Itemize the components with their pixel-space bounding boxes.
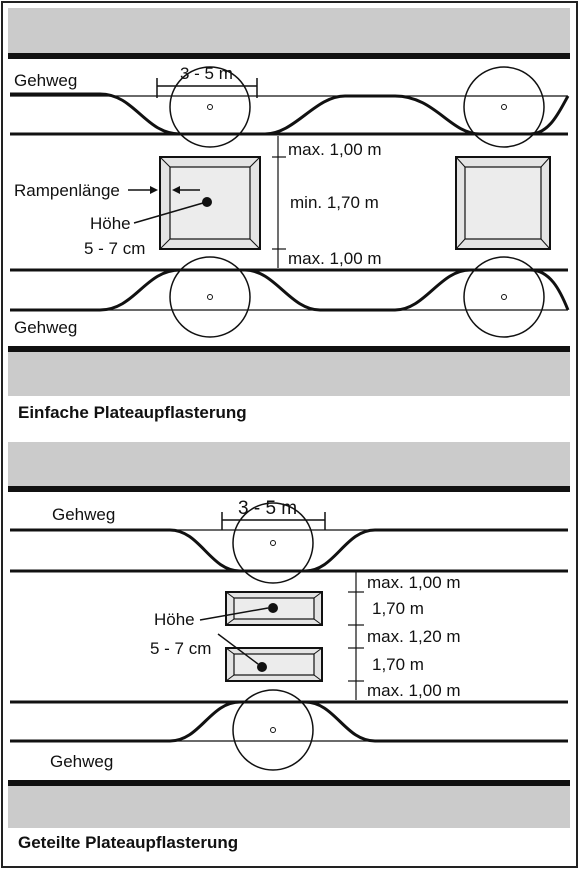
dim-label-1: max. 1,00 m [367, 573, 461, 592]
panel-caption: Einfache Plateaupflasterung [18, 403, 247, 422]
width-span-label: 3 - 5 m [180, 64, 233, 83]
road-edge-band-top [8, 8, 570, 53]
height-marker-dot [268, 603, 278, 613]
height-label-line2: 5 - 7 cm [84, 239, 146, 258]
road-edge-band-top [8, 442, 570, 486]
plateau-lower [226, 648, 322, 681]
curb-line-top [8, 486, 570, 492]
curb-line-top [8, 53, 570, 59]
curb-line-bottom [8, 346, 570, 352]
height-label-line1: Höhe [154, 610, 195, 629]
road-edge-band-bottom [8, 786, 570, 828]
sidewalk-label-top: Gehweg [14, 71, 78, 90]
road-edge-band-bottom [8, 352, 570, 396]
dim-label-3: max. 1,20 m [367, 627, 461, 646]
dim-label-5: max. 1,00 m [367, 681, 461, 700]
height-marker-dot [257, 662, 267, 672]
dim-label-bottom: max. 1,00 m [288, 249, 382, 268]
plateau-right [456, 157, 550, 249]
height-label-line2: 5 - 7 cm [150, 639, 212, 658]
dim-label-4: 1,70 m [372, 655, 424, 674]
sidewalk-label-top: Gehweg [52, 505, 116, 524]
ramp-length-label: Rampenlänge [14, 181, 120, 200]
sidewalk-label-bottom: Gehweg [14, 318, 78, 337]
width-span-label: 3 - 5 m [238, 498, 298, 519]
panel-caption: Geteilte Plateaupflasterung [18, 833, 239, 852]
height-marker-dot [202, 197, 212, 207]
outer-frame [2, 2, 577, 867]
sidewalk-label-bottom: Gehweg [50, 752, 114, 771]
dim-label-top: max. 1,00 m [288, 140, 382, 159]
curb-line-bottom [8, 780, 570, 786]
height-label-line1: Höhe [90, 214, 131, 233]
dim-label-2: 1,70 m [372, 599, 424, 618]
dim-label-middle: min. 1,70 m [290, 193, 379, 212]
